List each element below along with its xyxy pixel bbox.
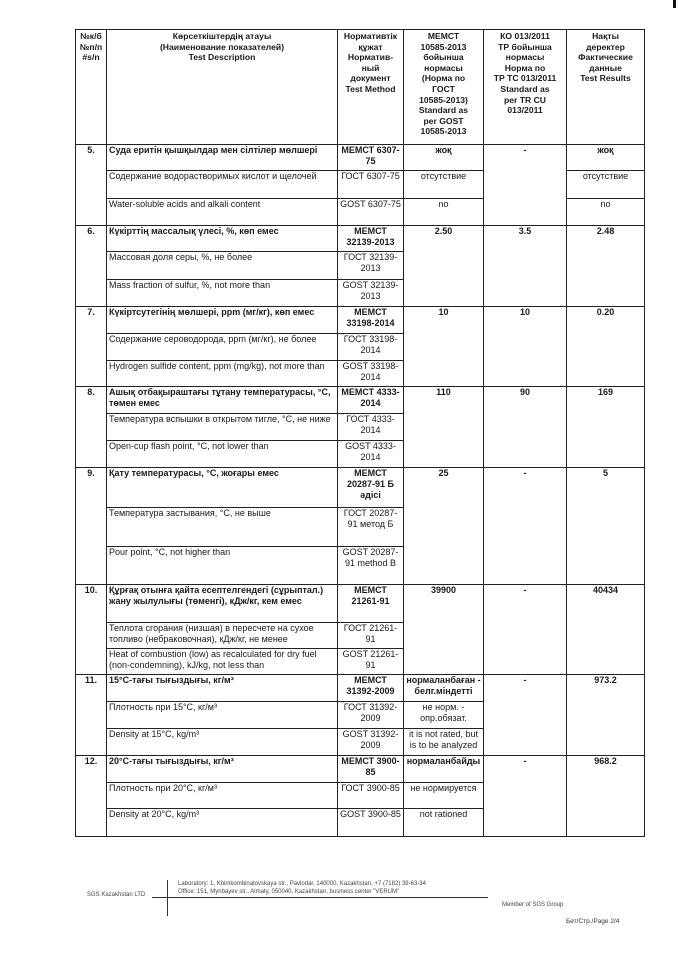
gost-norm: 110 [404,387,484,468]
result-ru: отсутствие [567,171,645,199]
method-kz: МЕМСТ 32139-2013 [338,226,404,252]
tr-cu-norm: - [484,468,567,585]
desc-kz: Құрғақ отынға қайта есептелгендегі (сұрыптал.) жану жылулығы (төменгі), кДж/кг, кем емес [107,585,338,623]
method-kz: МЕМСТ 21261-91 [338,585,404,623]
result-value: 973.2 [567,675,645,756]
gost-norm-kz: нормаланбаған - белг.міндетті [404,675,484,702]
footer-divider-vertical [167,880,168,916]
desc-en: Pour point, °C, not higher than [107,547,338,585]
lab-address: Laboratory: 1, Khimkombinatovskaya str., Pavlodar, 140000, Kazakhstan, +7 (7182) 39-63-34 [178,881,426,887]
desc-kz: 15°С-тағы тығыздығы, кг/м³ [107,675,338,702]
desc-ru: Теплота сгорания (низшая) в пересчете на сухое топливо (небраковочная), кДж/кг, не менее [107,623,338,649]
gost-norm: 25 [404,468,484,585]
tr-cu-norm: 90 [484,387,567,468]
member-of-sgs-group: Member of SGS Group [502,902,564,908]
result-value: 2.48 [567,226,645,307]
test-results-table [75,29,645,837]
desc-kz: 20°С-тағы тығыздығы, кг/м³ [107,756,338,783]
row-number: 11. [76,675,107,756]
method-kz: МЕМСТ 31392-2009 [338,675,404,702]
tr-cu-norm: 3.5 [484,226,567,307]
lab-name: SGS Kazakhstan LTD [87,892,146,898]
method-ru: ГОСТ 33198-2014 [338,334,404,361]
table-row [76,756,645,783]
page-number: Бет/Стр./Page 2/4 [566,918,620,925]
row-number: 10. [76,585,107,675]
table-row [76,387,645,414]
method-en: GOST 31392-2009 [338,729,404,756]
gost-norm-ru: отсутствие [404,171,484,199]
desc-kz: Суда еритін қышқылдар мен сілтілер мөлшері [107,145,338,171]
footer-divider-horizontal [152,897,488,898]
desc-en: Hydrogen sulfide content, ppm (mg/kg), not more than [107,361,338,387]
header-description: Көрсеткіштердің атауы (Наименование показателей) Test Description [107,30,338,145]
desc-kz: Күкірттің массалық үлесі, %, көп емес [107,226,338,252]
header-gost-norm: МЕМСТ 10585-2013 бойынша нормасы (Норма по ГОСТ 10585-2013) Standard as per GOST 10585-2013 [404,30,484,145]
header-results: Нақты деректер Фактические данные Test Results [567,30,645,145]
gost-norm-en: it is not rated, but is to be analyzed [404,729,484,756]
desc-kz: Ашық отбақыраштағы тұтану температурасы, °С, төмен емес [107,387,338,414]
table-header-row [76,30,645,145]
gost-norm: 10 [404,307,484,387]
method-ru: ГОСТ 21261-91 [338,623,404,649]
method-kz: МЕМСТ 6307-75 [338,145,404,171]
gost-norm: 39900 [404,585,484,675]
result-value: 0.20 [567,307,645,387]
table-row [76,468,645,508]
desc-ru: Температура застывания, °С, не выше [107,508,338,547]
tr-cu-norm: - [484,585,567,675]
table-row [76,307,645,334]
method-en: GOST 21261-91 [338,649,404,675]
method-kz: МЕМСТ 4333-2014 [338,387,404,414]
gost-norm-en: no [404,199,484,226]
desc-kz: Қату температурасы, °С, жоғары емес [107,468,338,508]
method-ru: ГОСТ 6307-75 [338,171,404,199]
desc-en: Open-cup flash point, °C, not lower than [107,441,338,468]
result-en: no [567,199,645,226]
result-value: 968.2 [567,756,645,837]
desc-ru: Содержание водорастворимых кислот и щелочей [107,171,338,199]
desc-en: Density at 15°C, kg/m³ [107,729,338,756]
method-en: GOST 32139-2013 [338,280,404,307]
method-ru: ГОСТ 4333-2014 [338,414,404,441]
result-value: 169 [567,387,645,468]
desc-ru: Температура вспышки в открытом тигле, °С, не ниже [107,414,338,441]
desc-en: Heat of combustion (low) as recalculated for dry fuel (non-condemning), kJ/kg, not less than [107,649,338,675]
result-value: 5 [567,468,645,585]
method-en: GOST 6307-75 [338,199,404,226]
result-kz: жоқ [567,145,645,171]
table-row [76,226,645,252]
tr-cu-norm: - [484,145,567,226]
method-kz: МЕМСТ 3900-85 [338,756,404,783]
desc-ru: Плотность при 20°С, кг/м³ [107,783,338,809]
method-en: GOST 3900-85 [338,809,404,837]
row-number: 5. [76,145,107,226]
row-number: 6. [76,226,107,307]
gost-norm-ru: не нормируется [404,783,484,809]
desc-ru: Массовая доля серы, %, не более [107,252,338,280]
desc-en: Mass fraction of sulfur, %, not more than [107,280,338,307]
desc-en: Density at 20°C, kg/m³ [107,809,338,837]
row-number: 8. [76,387,107,468]
row-number: 9. [76,468,107,585]
table-row [76,675,645,702]
desc-kz: Күкіртсутегінің мөлшері, ppm (мг/кг), көп емес [107,307,338,334]
tr-cu-norm: - [484,756,567,837]
method-ru: ГОСТ 20287-91 метод Б [338,508,404,547]
header-number: №к/б №п/п #s/n [76,30,107,145]
method-en: GOST 33198-2014 [338,361,404,387]
desc-ru: Плотность при 15°С, кг/м³ [107,702,338,729]
method-ru: ГОСТ 31392-2009 [338,702,404,729]
method-en: GOST 20287-91 method B [338,547,404,585]
scan-edge-mark [673,0,676,8]
gost-norm-kz: нормаланбайды [404,756,484,783]
method-ru: ГОСТ 3900-85 [338,783,404,809]
row-number: 7. [76,307,107,387]
method-kz: МЕМСТ 20287-91 Б әдісі [338,468,404,508]
gost-norm: 2.50 [404,226,484,307]
tr-cu-norm: - [484,675,567,756]
method-en: GOST 4333-2014 [338,441,404,468]
gost-norm-en: not rationed [404,809,484,837]
method-ru: ГОСТ 32139-2013 [338,252,404,280]
header-method: Нормативтік құжат Норматив- ный документ Test Method [338,30,404,145]
tr-cu-norm: 10 [484,307,567,387]
result-value: 40434 [567,585,645,675]
certificate-sheet [75,29,644,837]
gost-norm-kz: жоқ [404,145,484,171]
desc-en: Water-soluble acids and alkali content [107,199,338,226]
table-row [76,585,645,623]
method-kz: МЕМСТ 33198-2014 [338,307,404,334]
header-tr-cu-norm: КО 013/2011 ТР бойынша нормасы Норма по ТР ТС 013/2011 Standard as per TR CU 013/2011 [484,30,567,145]
desc-ru: Содержание сероводорода, ppm (мг/кг), не более [107,334,338,361]
gost-norm-ru: не норм. - опр.обязат. [404,702,484,729]
office-address: Office: 151, Mynbayev str., Almaty, 050040, Kazakhstan, business center "VERUM" [178,889,400,895]
table-row [76,145,645,171]
row-number: 12. [76,756,107,837]
